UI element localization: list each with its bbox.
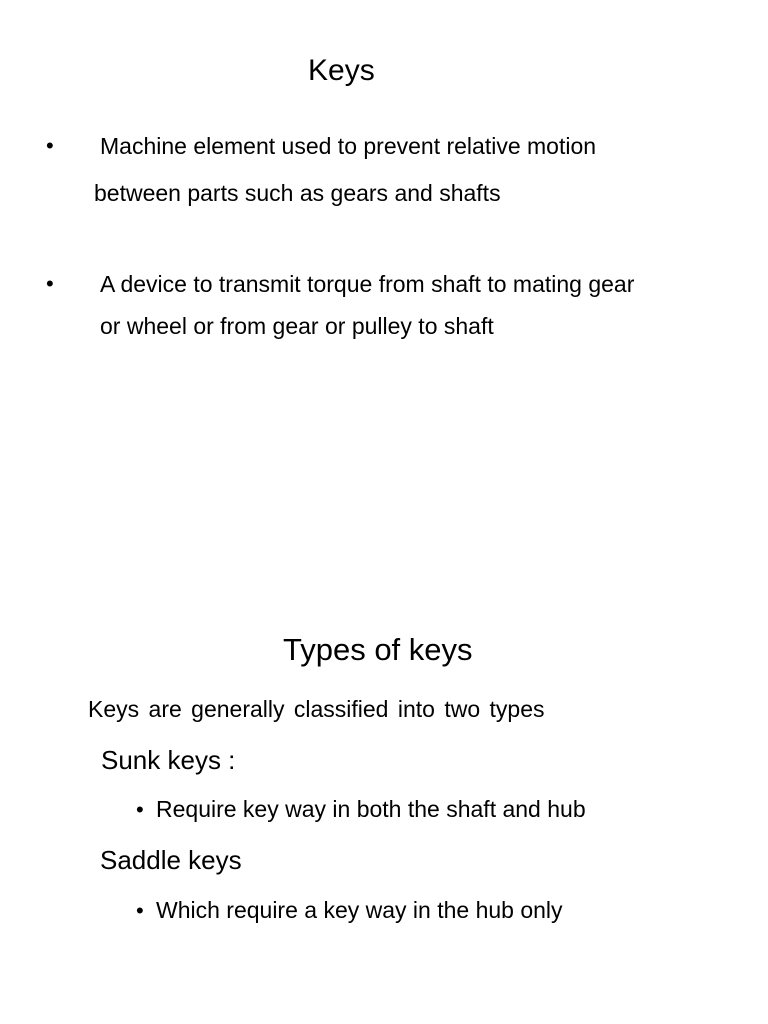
- bullet-text-line: A device to transmit torque from shaft to mating gear: [100, 271, 635, 297]
- slide-types-of-keys: [0, 512, 768, 1024]
- section-heading: Saddle keys: [100, 845, 242, 875]
- bullet-text: Require key way in both the shaft and hub: [156, 796, 586, 822]
- bullet-dot: •: [46, 133, 54, 158]
- slide-title: Keys: [308, 54, 375, 87]
- bullet-dot: •: [136, 797, 144, 822]
- intro-text: Keys are generally classified into two types: [88, 696, 545, 722]
- section-heading: Sunk keys :: [101, 745, 236, 775]
- bullet-text-line: Machine element used to prevent relative motion: [100, 133, 597, 159]
- bullet-text-line: between parts such as gears and shafts: [94, 180, 501, 206]
- bullet-text-line: or wheel or from gear or pulley to shaft: [100, 313, 494, 339]
- bullet-dot: •: [136, 898, 144, 923]
- bullet-text: Which require a key way in the hub only: [156, 897, 563, 923]
- slide-title: Types of keys: [283, 632, 473, 667]
- bullet-dot: •: [46, 271, 54, 296]
